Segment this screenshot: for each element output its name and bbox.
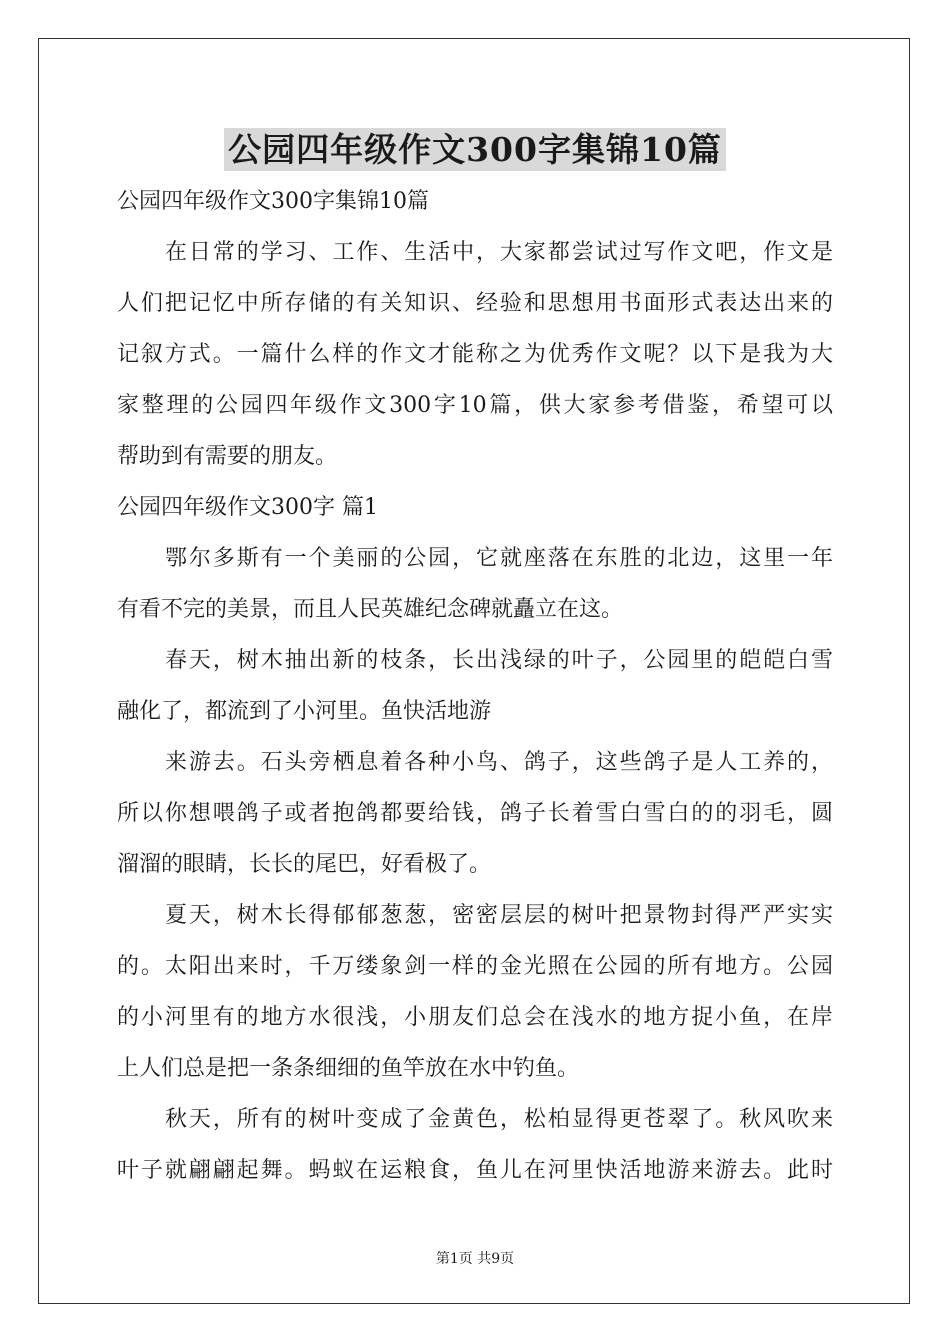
text-line: 家整理的公园四年级作文300字10篇，供大家参考借鉴，希望可以 xyxy=(117,393,833,418)
text-line: 记叙方式。一篇什么样的作文才能称之为优秀作文呢？以下是我为大 xyxy=(117,342,833,367)
text-line: 春天，树木抽出新的枝条，长出浅绿的叶子，公园里的皑皑白雪 xyxy=(165,648,833,673)
text-line: 秋天，所有的树叶变成了金黄色，松柏显得更苍翠了。秋风吹来 xyxy=(165,1107,833,1132)
text-line: 在日常的学习、工作、生活中，大家都尝试过写作文吧，作文是 xyxy=(165,240,833,265)
document-title xyxy=(0,124,950,171)
text-line: 溜溜的眼睛，长长的尾巴，好看极了。 xyxy=(117,852,492,877)
text-line: 所以你想喂鸽子或者抱鸽都要给钱，鸽子长着雪白雪白的的羽毛，圆 xyxy=(117,801,833,826)
text-line: 有看不完的美景，而且人民英雄纪念碑就矗立在这。 xyxy=(117,597,624,622)
text-line: 叶子就翩翩起舞。蚂蚁在运粮食，鱼儿在河里快活地游来游去。此时 xyxy=(117,1158,833,1183)
page-footer: 第1页 共9页 xyxy=(435,1251,515,1267)
text-line: 的小河里有的地方水很浅，小朋友们总会在浅水的地方捉小鱼，在岸 xyxy=(117,1005,833,1030)
text-line: 融化了，都流到了小河里。鱼快活地游 xyxy=(117,699,492,724)
text-line: 上人们总是把一条条细细的鱼竿放在水中钓鱼。 xyxy=(117,1056,580,1081)
text-line: 公园四年级作文300字集锦10篇 xyxy=(117,189,429,214)
text-line: 帮助到有需要的朋友。 xyxy=(117,444,338,469)
text-line: 人们把记忆中所存储的有关知识、经验和思想用书面形式表达出来的 xyxy=(117,291,833,316)
document-title-text: 公园四年级作文300字集锦10篇 xyxy=(224,128,726,171)
text-line: 的。太阳出来时，千万缕象剑一样的金光照在公园的所有地方。公园 xyxy=(117,954,833,979)
document-body xyxy=(117,176,833,1196)
text-line: 公园四年级作文300字 篇1 xyxy=(117,495,378,520)
text-line: 夏天，树木长得郁郁葱葱，密密层层的树叶把景物封得严严实实 xyxy=(165,903,833,928)
text-line: 来游去。石头旁栖息着各种小鸟、鸽子，这些鸽子是人工养的， xyxy=(165,750,833,775)
text-line: 鄂尔多斯有一个美丽的公园，它就座落在东胜的北边，这里一年 xyxy=(165,546,833,571)
